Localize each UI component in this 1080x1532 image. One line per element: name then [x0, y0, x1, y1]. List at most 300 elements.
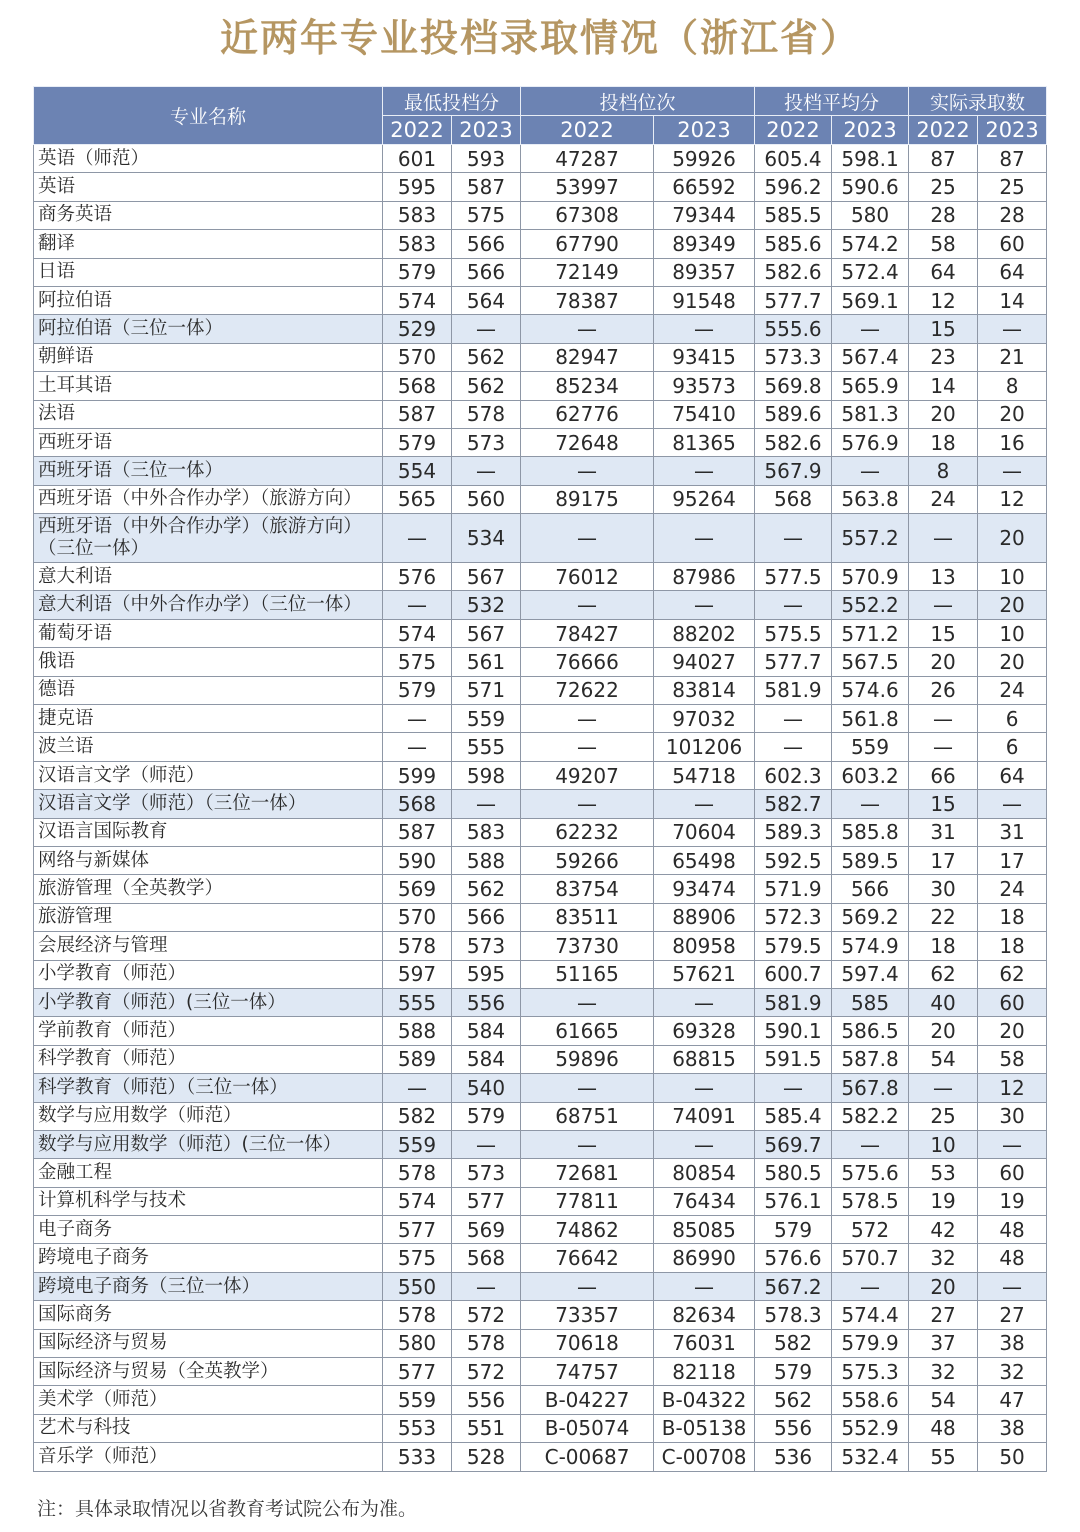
value-cell: B-04227 [521, 1386, 654, 1414]
value-cell: 93474 [654, 875, 755, 903]
value-cell: 32 [909, 1358, 978, 1386]
value-cell: 18 [978, 932, 1047, 960]
table-row [34, 400, 1047, 428]
table-row [34, 428, 1047, 456]
table-row [34, 343, 1047, 371]
major-name-cell: 葡萄牙语 [34, 619, 383, 647]
value-cell: C-00687 [521, 1443, 654, 1471]
value-cell: 581.3 [832, 400, 909, 428]
value-cell: 567.9 [755, 457, 832, 485]
value-cell: 73730 [521, 932, 654, 960]
value-cell: 64 [978, 761, 1047, 789]
value-cell: 65498 [654, 846, 755, 874]
value-cell: 585 [832, 988, 909, 1016]
table-row [34, 648, 1047, 676]
value-cell: 64 [909, 258, 978, 286]
value-cell: 10 [978, 563, 1047, 591]
table-row [34, 315, 1047, 343]
value-cell: 567 [452, 619, 521, 647]
value-cell: 585.5 [755, 201, 832, 229]
major-name-cell: 阿拉伯语 [34, 286, 383, 314]
value-cell: 578.5 [832, 1187, 909, 1215]
header-year: 2022 [521, 116, 654, 145]
value-cell: 571 [452, 676, 521, 704]
value-cell: 533 [383, 1443, 452, 1471]
table-row [34, 1045, 1047, 1073]
header-year: 2022 [383, 116, 452, 145]
value-cell: 69328 [654, 1017, 755, 1045]
value-cell: 584 [452, 1017, 521, 1045]
table-row [34, 818, 1047, 846]
header-year: 2022 [909, 116, 978, 145]
major-name-cell: 波兰语 [34, 733, 383, 761]
value-cell: 579 [755, 1216, 832, 1244]
value-cell: 60 [978, 988, 1047, 1016]
value-cell: 589.3 [755, 818, 832, 846]
value-cell: — [383, 591, 452, 619]
value-cell: 15 [909, 315, 978, 343]
table-row [34, 875, 1047, 903]
value-cell: — [978, 790, 1047, 818]
major-name-cell: 西班牙语 [34, 428, 383, 456]
major-name-cell: 西班牙语（中外合作办学）（旅游方向） [34, 485, 383, 513]
value-cell: 565 [383, 485, 452, 513]
value-cell: 561.8 [832, 705, 909, 733]
value-cell: 562 [755, 1386, 832, 1414]
value-cell: — [383, 514, 452, 563]
value-cell: 14 [909, 372, 978, 400]
value-cell: 575.3 [832, 1358, 909, 1386]
value-cell: 72622 [521, 676, 654, 704]
major-name-cell: 意大利语 [34, 563, 383, 591]
table-row [34, 988, 1047, 1016]
table-row [34, 1102, 1047, 1130]
value-cell: 79344 [654, 201, 755, 229]
value-cell: 62232 [521, 818, 654, 846]
table-row [34, 145, 1047, 173]
value-cell: 14 [978, 286, 1047, 314]
major-name-cell: 西班牙语（三位一体） [34, 457, 383, 485]
major-name-cell: 跨境电子商务（三位一体） [34, 1272, 383, 1300]
value-cell: — [978, 457, 1047, 485]
table-row [34, 372, 1047, 400]
value-cell: 566 [832, 875, 909, 903]
value-cell: 579 [755, 1358, 832, 1386]
value-cell: 593 [452, 145, 521, 173]
value-cell: 562 [452, 343, 521, 371]
value-cell: 27 [978, 1301, 1047, 1329]
header-year: 2023 [832, 116, 909, 145]
value-cell: 54 [909, 1386, 978, 1414]
value-cell: 28 [909, 201, 978, 229]
table-row [34, 1386, 1047, 1414]
value-cell: 13 [909, 563, 978, 591]
value-cell: 67790 [521, 230, 654, 258]
value-cell: 42 [909, 1216, 978, 1244]
value-cell: 534 [452, 514, 521, 563]
header-year: 2023 [452, 116, 521, 145]
table-row [34, 286, 1047, 314]
value-cell: 596.2 [755, 173, 832, 201]
value-cell: 595 [383, 173, 452, 201]
value-cell: 38 [978, 1329, 1047, 1357]
value-cell: 59896 [521, 1045, 654, 1073]
value-cell: 532.4 [832, 1443, 909, 1471]
value-cell: 25 [909, 173, 978, 201]
table-row [34, 1414, 1047, 1442]
major-name-cell: 汉语言国际教育 [34, 818, 383, 846]
value-cell: — [755, 514, 832, 563]
value-cell: 83754 [521, 875, 654, 903]
value-cell: 592.5 [755, 846, 832, 874]
header-rank: 投档位次 [521, 87, 755, 116]
value-cell: 567.8 [832, 1074, 909, 1102]
major-name-cell: 捷克语 [34, 705, 383, 733]
value-cell: 18 [909, 932, 978, 960]
value-cell: 572 [832, 1216, 909, 1244]
value-cell: 605.4 [755, 145, 832, 173]
value-cell: 569.7 [755, 1130, 832, 1158]
value-cell: 59926 [654, 145, 755, 173]
value-cell: 574.4 [832, 1301, 909, 1329]
value-cell: 563.8 [832, 485, 909, 513]
value-cell: 529 [383, 315, 452, 343]
value-cell: 582 [383, 1102, 452, 1130]
value-cell: 587.8 [832, 1045, 909, 1073]
value-cell: 48 [978, 1244, 1047, 1272]
value-cell: — [383, 1074, 452, 1102]
value-cell: 47287 [521, 145, 654, 173]
value-cell: — [452, 1130, 521, 1158]
value-cell: 72681 [521, 1159, 654, 1187]
value-cell: 579 [383, 428, 452, 456]
value-cell: — [521, 988, 654, 1016]
value-cell: 570.7 [832, 1244, 909, 1272]
value-cell: 569 [383, 875, 452, 903]
table-row [34, 1358, 1047, 1386]
value-cell: 536 [755, 1443, 832, 1471]
table-row [34, 1130, 1047, 1158]
value-cell: 577.7 [755, 648, 832, 676]
value-cell: 54 [909, 1045, 978, 1073]
value-cell: 562 [452, 372, 521, 400]
major-name-cell: 学前教育（师范） [34, 1017, 383, 1045]
major-name-cell: 阿拉伯语（三位一体） [34, 315, 383, 343]
value-cell: 20 [978, 514, 1047, 563]
value-cell: 585.6 [755, 230, 832, 258]
value-cell: 569.2 [832, 903, 909, 931]
value-cell: 17 [909, 846, 978, 874]
table-row [34, 258, 1047, 286]
table-row [34, 676, 1047, 704]
major-name-cell: 旅游管理（全英教学） [34, 875, 383, 903]
value-cell: 576 [383, 563, 452, 591]
value-cell: 20 [978, 591, 1047, 619]
value-cell: 49207 [521, 761, 654, 789]
table-row [34, 619, 1047, 647]
value-cell: 97032 [654, 705, 755, 733]
value-cell: 598 [452, 761, 521, 789]
value-cell: 50 [978, 1443, 1047, 1471]
value-cell: 10 [978, 619, 1047, 647]
value-cell: 559 [383, 1130, 452, 1158]
major-name-cell: 跨境电子商务 [34, 1244, 383, 1272]
value-cell: 587 [452, 173, 521, 201]
value-cell: 591.5 [755, 1045, 832, 1073]
value-cell: 18 [978, 903, 1047, 931]
value-cell: — [832, 315, 909, 343]
value-cell: 23 [909, 343, 978, 371]
value-cell: 20 [909, 1017, 978, 1045]
value-cell: 19 [978, 1187, 1047, 1215]
value-cell: 70618 [521, 1329, 654, 1357]
value-cell: — [654, 591, 755, 619]
value-cell: 571.2 [832, 619, 909, 647]
value-cell: B-05138 [654, 1414, 755, 1442]
value-cell: 581.9 [755, 676, 832, 704]
value-cell: 589 [383, 1045, 452, 1073]
value-cell: 590 [383, 846, 452, 874]
value-cell: 75410 [654, 400, 755, 428]
value-cell: 528 [452, 1443, 521, 1471]
value-cell: — [521, 514, 654, 563]
value-cell: 19 [909, 1187, 978, 1215]
value-cell: 597.4 [832, 960, 909, 988]
value-cell: 569 [452, 1216, 521, 1244]
major-name-cell: 日语 [34, 258, 383, 286]
value-cell: — [654, 1074, 755, 1102]
value-cell: — [654, 457, 755, 485]
table-row [34, 903, 1047, 931]
major-name-cell: 俄语 [34, 648, 383, 676]
value-cell: 574.9 [832, 932, 909, 960]
major-name-cell: 音乐学（师范） [34, 1443, 383, 1471]
value-cell: — [383, 705, 452, 733]
value-cell: 580 [383, 1329, 452, 1357]
value-cell: 67308 [521, 201, 654, 229]
value-cell: 40 [909, 988, 978, 1016]
value-cell: — [755, 591, 832, 619]
value-cell: 574.6 [832, 676, 909, 704]
value-cell: 24 [978, 676, 1047, 704]
major-name-cell: 国际经济与贸易 [34, 1329, 383, 1357]
header-major: 专业名称 [34, 87, 383, 145]
value-cell: — [978, 1130, 1047, 1158]
value-cell: 574 [383, 1187, 452, 1215]
value-cell: 48 [978, 1216, 1047, 1244]
value-cell: 603.2 [832, 761, 909, 789]
value-cell: 585.4 [755, 1102, 832, 1130]
value-cell: 15 [909, 790, 978, 818]
value-cell: 82947 [521, 343, 654, 371]
major-name-cell: 会展经济与管理 [34, 932, 383, 960]
value-cell: 70604 [654, 818, 755, 846]
value-cell: 575 [383, 1244, 452, 1272]
value-cell: 577 [383, 1358, 452, 1386]
value-cell: 576.1 [755, 1187, 832, 1215]
value-cell: 38 [978, 1414, 1047, 1442]
value-cell: 579.9 [832, 1329, 909, 1357]
table-row [34, 790, 1047, 818]
value-cell: 60 [978, 230, 1047, 258]
value-cell: — [521, 457, 654, 485]
value-cell: 572 [452, 1301, 521, 1329]
value-cell: 573 [452, 1159, 521, 1187]
value-cell: 68751 [521, 1102, 654, 1130]
value-cell: 588 [383, 1017, 452, 1045]
value-cell: 12 [978, 485, 1047, 513]
value-cell: 20 [978, 648, 1047, 676]
table-row [34, 591, 1047, 619]
value-cell: — [654, 790, 755, 818]
value-cell: 585.8 [832, 818, 909, 846]
value-cell: — [832, 1130, 909, 1158]
table-row [34, 705, 1047, 733]
value-cell: 556 [452, 1386, 521, 1414]
value-cell: 568 [755, 485, 832, 513]
header-year: 2023 [654, 116, 755, 145]
value-cell: 62 [909, 960, 978, 988]
value-cell: 89175 [521, 485, 654, 513]
table-row [34, 173, 1047, 201]
table-row [34, 1443, 1047, 1471]
table-row [34, 932, 1047, 960]
value-cell: 575.6 [832, 1159, 909, 1187]
value-cell: 569.1 [832, 286, 909, 314]
major-name-cell: 美术学（师范） [34, 1386, 383, 1414]
table-row [34, 1074, 1047, 1102]
value-cell: 61665 [521, 1017, 654, 1045]
page-title: 近两年专业投档录取情况（浙江省） [219, 16, 860, 60]
value-cell: 572 [452, 1358, 521, 1386]
value-cell: 566 [452, 230, 521, 258]
value-cell: 602.3 [755, 761, 832, 789]
major-name-cell: 国际商务 [34, 1301, 383, 1329]
major-name-cell: 数学与应用数学（师范） [34, 1102, 383, 1130]
value-cell: 6 [978, 705, 1047, 733]
value-cell: — [832, 790, 909, 818]
value-cell: 15 [909, 619, 978, 647]
value-cell: 26 [909, 676, 978, 704]
value-cell: 54718 [654, 761, 755, 789]
value-cell: — [654, 315, 755, 343]
value-cell: 80958 [654, 932, 755, 960]
value-cell: 569.8 [755, 372, 832, 400]
value-cell: 60 [978, 1159, 1047, 1187]
major-name-cell: 汉语言文学（师范）（三位一体） [34, 790, 383, 818]
major-name-cell: 科学教育（师范）（三位一体） [34, 1074, 383, 1102]
value-cell: — [755, 705, 832, 733]
value-cell: 578 [452, 1329, 521, 1357]
major-name-cell: 金融工程 [34, 1159, 383, 1187]
value-cell: 577 [383, 1216, 452, 1244]
value-cell: 561 [452, 648, 521, 676]
table-row [34, 1301, 1047, 1329]
value-cell: 32 [978, 1358, 1047, 1386]
value-cell: — [521, 315, 654, 343]
value-cell: — [755, 733, 832, 761]
table-row [34, 201, 1047, 229]
value-cell: 93573 [654, 372, 755, 400]
value-cell: 568 [452, 1244, 521, 1272]
value-cell: 556 [452, 988, 521, 1016]
value-cell: 579 [383, 258, 452, 286]
value-cell: — [654, 1272, 755, 1300]
value-cell: 82634 [654, 1301, 755, 1329]
value-cell: 94027 [654, 648, 755, 676]
value-cell: 578 [452, 400, 521, 428]
value-cell: 566 [452, 258, 521, 286]
major-name-cell: 汉语言文学（师范） [34, 761, 383, 789]
value-cell: 559 [383, 1386, 452, 1414]
table-row [34, 846, 1047, 874]
value-cell: 78427 [521, 619, 654, 647]
value-cell: — [521, 790, 654, 818]
value-cell: 573 [452, 428, 521, 456]
table-row [34, 1216, 1047, 1244]
value-cell: 564 [452, 286, 521, 314]
value-cell: — [832, 457, 909, 485]
major-name-cell: 网络与新媒体 [34, 846, 383, 874]
value-cell: 587 [383, 400, 452, 428]
table-row [34, 485, 1047, 513]
value-cell: 553 [383, 1414, 452, 1442]
major-name-cell: 电子商务 [34, 1216, 383, 1244]
value-cell: 574 [383, 286, 452, 314]
value-cell: 595 [452, 960, 521, 988]
major-name-cell: 旅游管理 [34, 903, 383, 931]
header-min-score: 最低投档分 [383, 87, 521, 116]
value-cell: 83814 [654, 676, 755, 704]
admission-table [33, 86, 1047, 1472]
value-cell: 567.4 [832, 343, 909, 371]
table-row [34, 1244, 1047, 1272]
value-cell: 55 [909, 1443, 978, 1471]
value-cell: 552.2 [832, 591, 909, 619]
value-cell: 20 [909, 648, 978, 676]
value-cell: 20 [978, 400, 1047, 428]
value-cell: B-05074 [521, 1414, 654, 1442]
value-cell: 582 [755, 1329, 832, 1357]
major-name-cell: 小学教育（师范）(三位一体） [34, 988, 383, 1016]
major-name-cell: 法语 [34, 400, 383, 428]
value-cell: 590.6 [832, 173, 909, 201]
value-cell: 85234 [521, 372, 654, 400]
value-cell: 80854 [654, 1159, 755, 1187]
value-cell: 580.5 [755, 1159, 832, 1187]
value-cell: 575 [452, 201, 521, 229]
value-cell: — [654, 988, 755, 1016]
value-cell: 93415 [654, 343, 755, 371]
value-cell: 25 [978, 173, 1047, 201]
value-cell: 8 [978, 372, 1047, 400]
value-cell: 8 [909, 457, 978, 485]
value-cell: 572.4 [832, 258, 909, 286]
major-name-cell: 土耳其语 [34, 372, 383, 400]
value-cell: 10 [909, 1130, 978, 1158]
value-cell: 76012 [521, 563, 654, 591]
value-cell: 58 [978, 1045, 1047, 1073]
value-cell: 550 [383, 1272, 452, 1300]
value-cell: 86990 [654, 1244, 755, 1272]
value-cell: 567.2 [755, 1272, 832, 1300]
value-cell: 552.9 [832, 1414, 909, 1442]
value-cell: 24 [978, 875, 1047, 903]
value-cell: 78387 [521, 286, 654, 314]
header-avg-score: 投档平均分 [755, 87, 909, 116]
major-name-cell: 国际经济与贸易（全英教学） [34, 1358, 383, 1386]
value-cell: 579 [452, 1102, 521, 1130]
